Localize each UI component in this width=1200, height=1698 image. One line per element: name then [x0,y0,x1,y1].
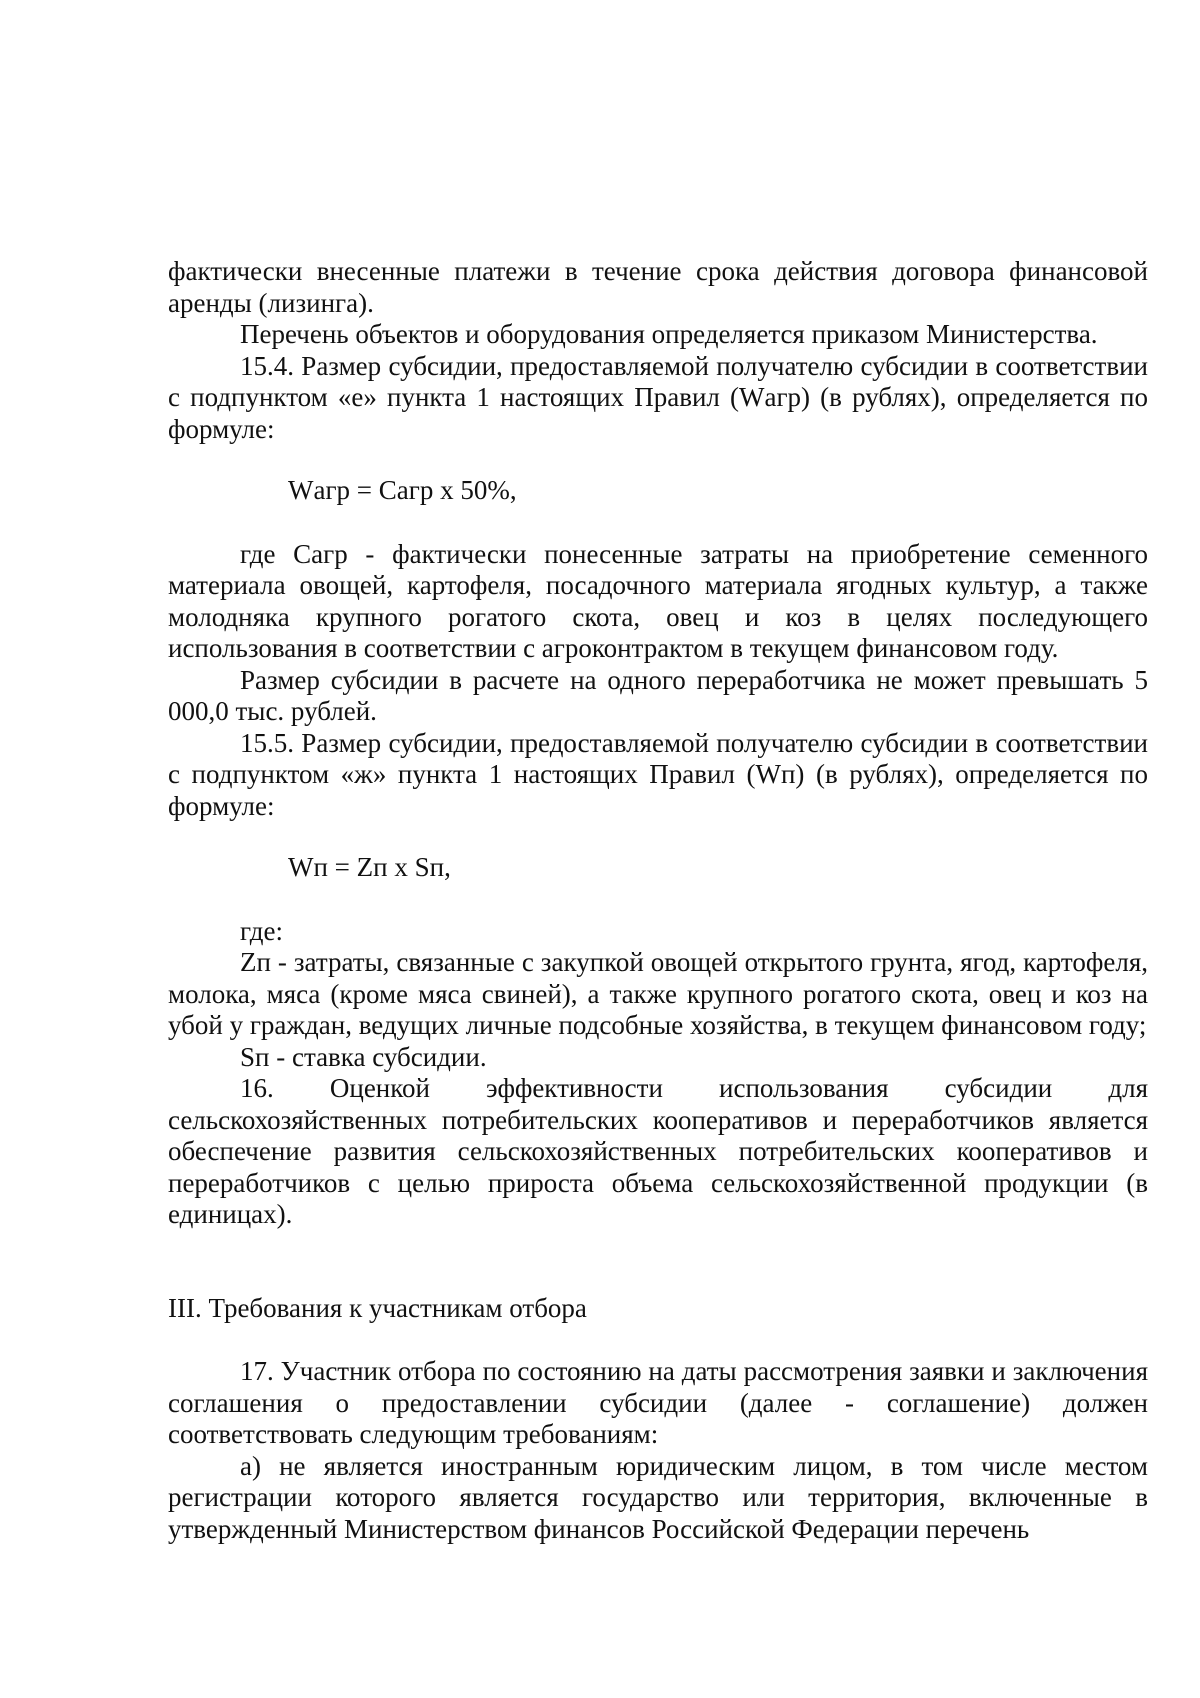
paragraph-16: 16. Оценкой эффективности использования субсидии для сельскохозяйственных потребительских кооперативов и переработчиков является обеспечение развития сельскохозяйственных потребительских кооперативов и переработчиков с целью прироста объема сельскохозяйственной продукции (в единицах). [168,1073,1148,1229]
paragraph-17: 17. Участник отбора по состоянию на даты рассмотрения заявки и заключения соглашения о предоставлении субсидии (далее - соглашение) должен соответствовать следующим требованиям: [168,1356,1148,1449]
formula-wagr: Wагр = Сагр х 50%, [288,475,517,505]
document-body [168,256,1148,1545]
paragraph-15-5: 15.5. Размер субсидии, предоставляемой получателю субсидии в соответствии с подпунктом «ж» пункта 1 настоящих Правил (Wп) (в рублях), определяется по формуле: [168,727,1148,821]
paragraph-15-4: 15.4. Размер субсидии, предоставляемой получателю субсидии в соответствии с подпунктом «е» пункта 1 настоящих Правил (Wагр) (в рублях), определяется по формуле: [168,350,1148,444]
paragraph-objects-list: Перечень объектов и оборудования определяется приказом Министерства. [240,319,1098,349]
paragraph-cagr-definition: где Сагр - фактически понесенные затраты на приобретение семенного материала овощей, картофеля, посадочного материала ягодных культур, а также молодняка крупного рогатого скота, овец и коз в целях последующего использования в соответствии с агроконтрактом в текущем финансовом году. [168,538,1148,663]
paragraph-lease-payments: фактически внесенные платежи в течение срока действия договора финансовой аренды (лизинга). [168,256,1148,318]
paragraph-zp-definition: Zп - затраты, связанные с закупкой овощей открытого грунта, ягод, картофеля, молока, мяса (кроме мяса свиней), а также крупного рогатого скота, овец и коз на убой у граждан, ведущих личные подсобные хозяйства, в текущем финансовом году; [168,947,1148,1040]
section-heading: III. Требования к участникам отбора [168,1292,587,1323]
paragraph-17-a: а) не является иностранным юридическим лицом, в том числе местом регистрации которого является государство или территория, включенные в утвержденный Министерством финансов Российской Федерации перечень [168,1450,1148,1544]
formula-wp: Wп = Zп х Sп, [288,852,451,882]
paragraph-sp-definition: Sп - ставка субсидии. [240,1041,487,1072]
paragraph-where: где: [240,915,283,946]
paragraph-subsidy-limit: Размер субсидии в расчете на одного переработчика не может превышать 5 000,0 тыс. рублей. [168,664,1148,726]
